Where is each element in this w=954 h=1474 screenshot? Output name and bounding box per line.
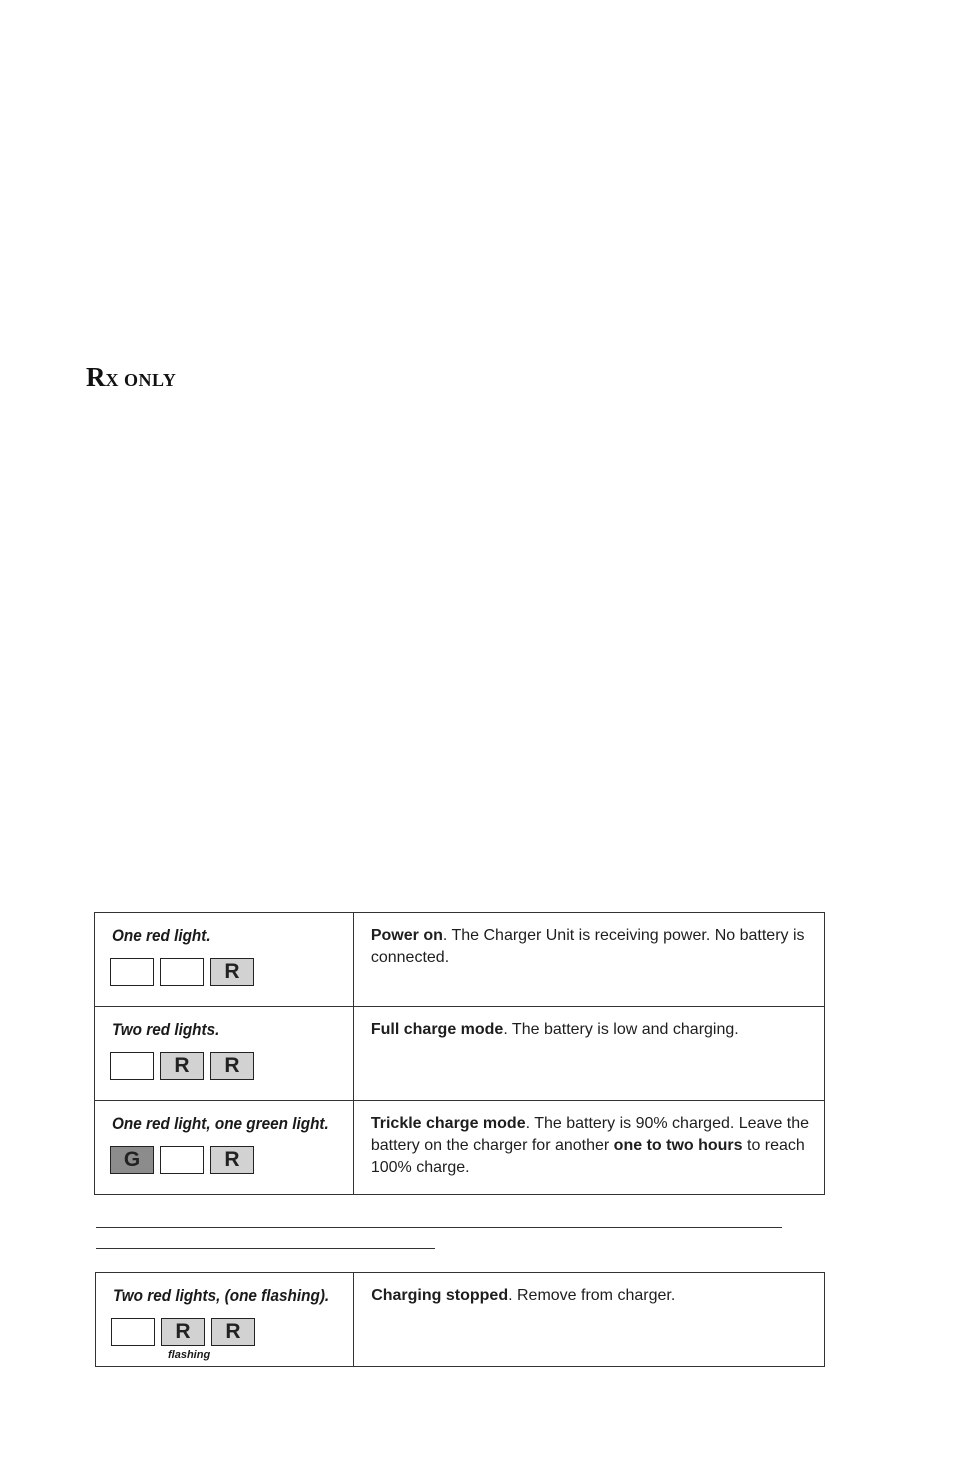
description-cell <box>353 1101 824 1195</box>
indicator-light-red: R <box>210 1052 254 1080</box>
indicator-lights <box>110 1146 353 1174</box>
indicator-light-red: R <box>211 1318 255 1346</box>
indicator-lights <box>110 1052 353 1080</box>
description-text <box>371 925 810 969</box>
description-bold: Power on <box>370 927 443 944</box>
condition-cell <box>95 1007 354 1101</box>
charger-status-table <box>94 912 825 1195</box>
table-row <box>95 913 825 1007</box>
condition-label: Two red lights, (one flashing). <box>113 1286 330 1305</box>
description-cell <box>354 1273 825 1367</box>
indicator-light-off <box>110 958 154 986</box>
indicator-light-red: R <box>160 1052 204 1080</box>
indicator-light-red-flashing: R <box>161 1318 205 1346</box>
condition-cell <box>95 1101 354 1195</box>
table-row <box>96 1273 825 1367</box>
description-bold: Charging stopped <box>371 1287 509 1304</box>
indicator-light-off <box>160 1146 204 1174</box>
indicator-lights <box>110 958 353 986</box>
description-cell <box>353 913 824 1007</box>
divider-line <box>96 1227 782 1228</box>
description-rest: . The battery is 90% charged. Leave the battery on the charger for another <box>370 1115 810 1154</box>
indicator-light-red: R <box>210 958 254 986</box>
condition-label: One red light, one green light. <box>112 1114 329 1133</box>
indicator-light-off <box>160 958 204 986</box>
description-rest-2: to reach 100% charge. <box>370 1137 805 1176</box>
condition-cell <box>96 1273 354 1367</box>
description-text <box>371 1113 810 1179</box>
charger-status-table-2 <box>95 1272 825 1367</box>
indicator-light-off <box>110 1052 154 1080</box>
rx-label-big: R <box>86 362 106 392</box>
description-rest: . Remove from charger. <box>508 1287 676 1304</box>
rx-only-label <box>86 362 176 393</box>
divider-line <box>96 1248 435 1249</box>
description-bold: Full charge mode <box>370 1021 504 1038</box>
condition-label: One red light. <box>112 926 211 945</box>
description-bold-2: one to two hours <box>613 1137 743 1154</box>
description-text <box>371 1019 810 1041</box>
description-rest: . The battery is low and charging. <box>503 1021 739 1038</box>
indicator-light-green: G <box>110 1146 154 1174</box>
indicator-light-off <box>111 1318 155 1346</box>
indicator-lights <box>111 1318 353 1346</box>
rx-label-small: X ONLY <box>105 370 177 390</box>
description-text <box>371 1285 810 1307</box>
flashing-label: flashing <box>168 1349 211 1361</box>
table-row <box>95 1007 825 1101</box>
description-bold: Trickle charge mode <box>370 1115 526 1132</box>
condition-label: Two red lights. <box>112 1020 220 1039</box>
table-row <box>95 1101 825 1195</box>
description-cell <box>353 1007 824 1101</box>
indicator-light-red: R <box>210 1146 254 1174</box>
description-rest: . The Charger Unit is receiving power. No battery is connected. <box>370 927 805 966</box>
condition-cell <box>95 913 354 1007</box>
